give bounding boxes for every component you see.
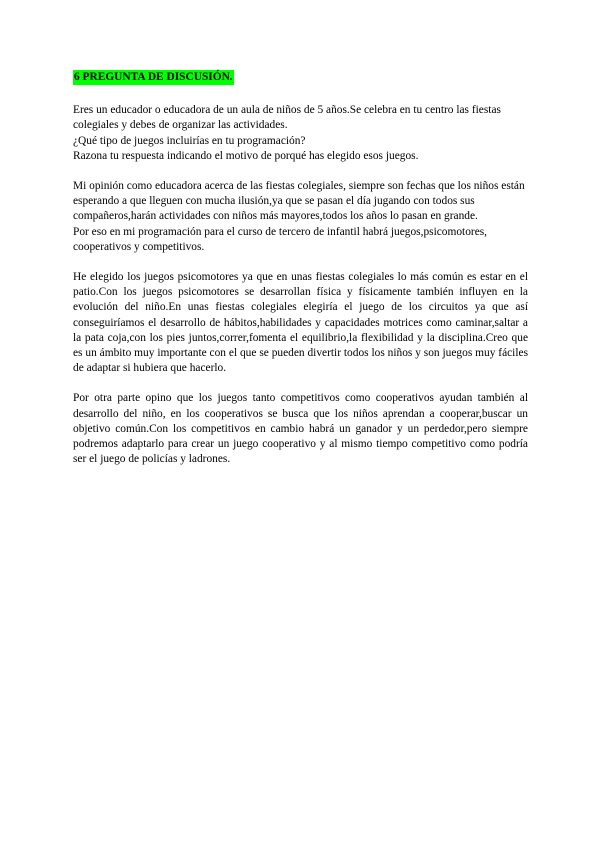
answer-paragraph-1 bbox=[73, 179, 528, 255]
question-line-2: ¿Qué tipo de juegos incluirías en tu programación? bbox=[73, 134, 306, 147]
answer-paragraph-1-text-1: Mi opinión como educadora acerca de las fiestas colegiales, siempre son fechas que los niños están esperando a que lleguen con mucha ilusión,ya que se pasan el día jugando con todos sus compañeros,harán actividades con niños más mayores,todos los años lo pasan en grande. bbox=[73, 180, 525, 223]
question-line-3: Razona tu respuesta indicando el motivo de porqué has elegido esos juegos. bbox=[73, 149, 419, 162]
document-heading: 6 PREGUNTA DE DISCUSIÓN. bbox=[73, 70, 234, 85]
answer-paragraph-2: He elegido los juegos psicomotores ya que en unas fiestas colegiales lo más común es estar en el patio.Con los juegos psicomotores se desarrollan física y físicamente también influyen en la evolución del niño.En unas fiestas colegiales elegiría el juego de los circuitos ya que así conseguiríamos el desarrollo de hábitos,habilidades y capacidades motrices como caminar,saltar a la pata coja,con los pies juntos,correr,fomenta el equilibrio,la flexibilidad y la disciplina.Creo que es un ámbito muy importante con el que se pueden divertir todos los niños y son juegos muy fáciles de adaptar si hubiera que hacerlo. bbox=[73, 271, 528, 375]
answer-paragraph-1-text-2: Por eso en mi programación para el curso de tercero de infantil habrá juegos,psicomotores, cooperativos y competitivos. bbox=[73, 225, 488, 253]
question-paragraph bbox=[73, 103, 528, 164]
answer-paragraph-3: Por otra parte opino que los juegos tanto competitivos como cooperativos ayudan también al desarrollo del niño, en los cooperativos se busca que los niños aprendan a cooperar,buscar un objetivo común.Con los competitivos en cambio habrá un ganador y un perdedor,pero siempre podremos adaptarlo para crear un juego cooperativo y al mismo tiempo competitivo como podría ser el juego de policías y ladrones. bbox=[73, 392, 528, 466]
question-line-1: Eres un educador o educadora de un aula de niños de 5 años.Se celebra en tu centro las fiestas colegiales y debes de organizar las actividades. bbox=[73, 104, 501, 132]
document-page bbox=[73, 70, 528, 482]
